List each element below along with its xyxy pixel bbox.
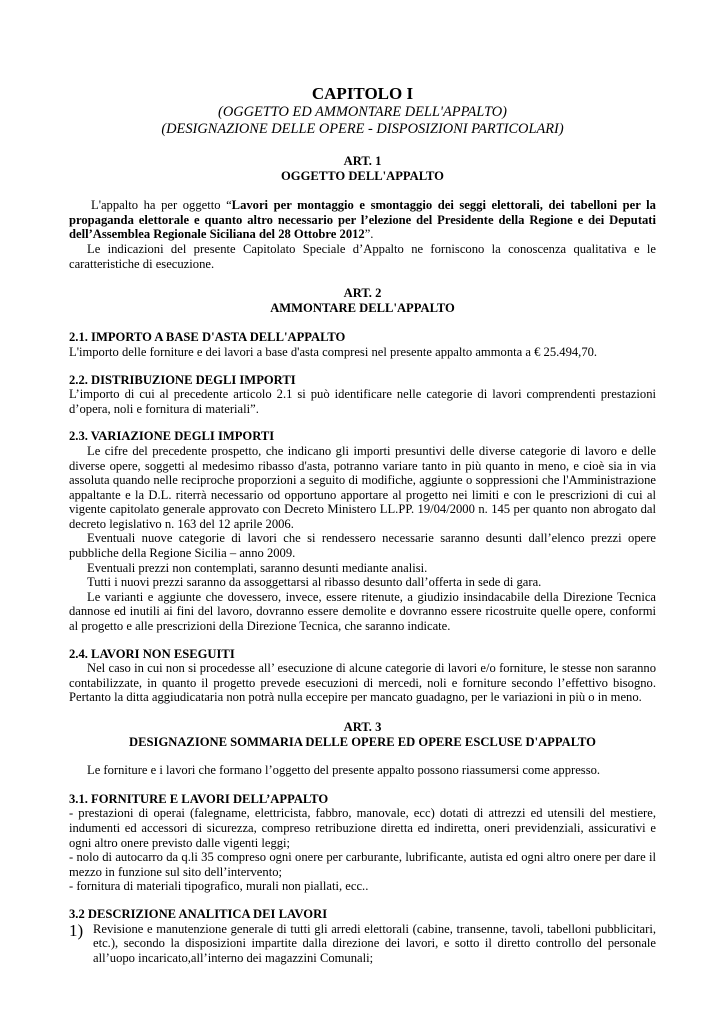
section-3-1-item-2: - nolo di autocarro da q.li 35 compreso ogni onere per carburante, lubrificante, autista ed ogni altro onere per dare il mezzo in funzione sul sito dell’intervento; [69, 850, 656, 879]
art3-intro: Le forniture e i lavori che formano l’oggetto del presente appalto possono riassumersi come appresso. [87, 763, 601, 778]
section-3-2-item-1 [69, 922, 656, 966]
chapter-title: CAPITOLO I [311, 84, 414, 103]
section-2-3-title: 2.3. VARIAZIONE DEGLI IMPORTI [69, 429, 275, 444]
chapter-subtitle-1: (OGGETTO ED AMMONTARE DELL'APPALTO) [218, 104, 507, 120]
art1-p1-bold: Lavori per montaggio e smontaggio dei seggi elettorali, dei tabelloni per la propaganda elettorale e quanto altro necessario per l’elezione del Presidente della Regione e dei Deputati dell’Assemblea Regionale Siciliana del 28 Ottobre 2012 [69, 198, 656, 242]
section-2-2-text: L’importo di cui al precedente articolo 2.1 si può identificare nelle categorie di lavori comprendenti prestazioni d’opera, noli e fornitura di materiali”. [69, 387, 656, 416]
section-2-4-text: Nel caso in cui non si procedesse all’ esecuzione di alcune categorie di lavori e/o forniture, le stesse non saranno contabilizzate, in quanto il progetto prevede esecuzioni di mercedi, noli e forniture secondo l’effettivo bisogno. Pertanto la ditta aggiudicataria non potrà nulla eccepire per mancato guadagno, per le variazioni in più o in meno. [69, 661, 656, 705]
list-number: 1) [69, 920, 84, 940]
art1-paragraph-1 [69, 198, 656, 242]
section-3-2-title: 3.2 DESCRIZIONE ANALITICA DEI LAVORI [69, 906, 328, 921]
section-3-1-title: 3.1. FORNITURE E LAVORI DELL’APPALTO [69, 791, 329, 806]
section-2-3-paragraph-1: Le cifre del precedente prospetto, che indicano gli importi presuntivi delle diverse categorie di lavoro e delle diverse opere, soggetti al medesimo ribasso d'asta, potranno variare tanto in più quanto in meno, e cioè sia in via assoluta quando nelle reciproche proporzioni a seguito di modifiche, aggiunte o soppressioni che l'Amministrazione appaltante e la D.L. riterrà necessario od opportuno apportare al progetto nei limiti e con le prescrizioni di cui al vigente capitolato generale approvato con Decreto Ministero LL.PP. 19/04/2000 n. 145 per quanto non abrogato dal decreto legislativo n. 163 del 12 aprile 2006. [69, 443, 656, 531]
chapter-heading [69, 84, 656, 138]
document-body [69, 84, 656, 965]
art3-heading [69, 720, 656, 749]
section-2-3-paragraph-4: Tutti i nuovi prezzi saranno da assoggettarsi al ribasso desunto dall’offerta in sede di gara. [87, 575, 542, 590]
art2-title: AMMONTARE DELL'APPALTO [270, 300, 455, 315]
section-2-3-paragraph-3: Eventuali prezzi non contemplati, saranno desunti mediante analisi. [87, 560, 428, 575]
art1-title: OGGETTO DELL'APPALTO [281, 168, 444, 183]
art1-p1-post: ”. [364, 227, 374, 242]
section-2-1-text: L'importo delle forniture e dei lavori a base d'asta compresi nel presente appalto ammonta a € 25.494,70. [69, 344, 598, 359]
section-2-3-paragraph-2: Eventuali nuove categorie di lavori che si rendessero necessarie saranno desunti dall’elenco prezzi opere pubbliche della Regione Sicilia – anno 2009. [69, 531, 656, 561]
art1-p1-pre: L'appalto ha per oggetto “ [91, 198, 232, 213]
art3-number: ART. 3 [343, 720, 382, 734]
art3-title: DESIGNAZIONE SOMMARIA DELLE OPERE ED OPERE ESCLUSE D'APPALTO [129, 734, 596, 749]
chapter-subtitle-2: (DESIGNAZIONE DELLE OPERE - DISPOSIZIONI PARTICOLARI) [161, 121, 564, 137]
art1-heading [69, 154, 656, 183]
art2-number: ART. 2 [343, 286, 382, 301]
section-3-1-item-3: - fornitura di materiali tipografico, murali non piallati, ecc.. [69, 879, 369, 894]
art2-heading [69, 286, 656, 315]
art1-number: ART. 1 [343, 154, 382, 168]
section-3-1-item-1: - prestazioni di operai (falegname, elettricista, fabbro, manovale, ecc) dotati di attrezzi ed utensili del mestiere, indumenti ed accessori di sicurezza, compreso retribuzione diretta ed indiretta, oneri previdenziali, assicurativi e ogni altro onere previsto dalle vigenti leggi; [69, 806, 656, 850]
section-2-1-title: 2.1. IMPORTO A BASE D'ASTA DELL'APPALTO [69, 330, 346, 345]
art1-paragraph-2: Le indicazioni del presente Capitolato Speciale d’Appalto ne forniscono la conoscenza qualitativa e le caratteristiche di esecuzione. [69, 241, 656, 271]
section-2-2-title: 2.2. DISTRIBUZIONE DEGLI IMPORTI [69, 372, 296, 387]
section-2-4-title: 2.4. LAVORI NON ESEGUITI [69, 646, 235, 661]
list-text: Revisione e manutenzione generale di tutti gli arredi elettorali (cabine, transenne, tavoli, tabelloni pubblicitari, etc.), secondo la disposizioni impartite dalla direzione dei lavori, e sotto il diretto controllo del personale all’uopo incaricato,all’interno dei magazzini Comunali; [93, 921, 656, 965]
section-2-3-paragraph-5: Le varianti e aggiunte che dovessero, invece, essere ritenute, a giudizio insindacabile della Direzione Tecnica dannose ed inutili ai fini del lavoro, dovranno essere demolite e dovranno essere ricostruite quelle opere, conformi al progetto e alle prescrizioni della Direzione Tecnica, che saranno indicate. [69, 589, 656, 634]
